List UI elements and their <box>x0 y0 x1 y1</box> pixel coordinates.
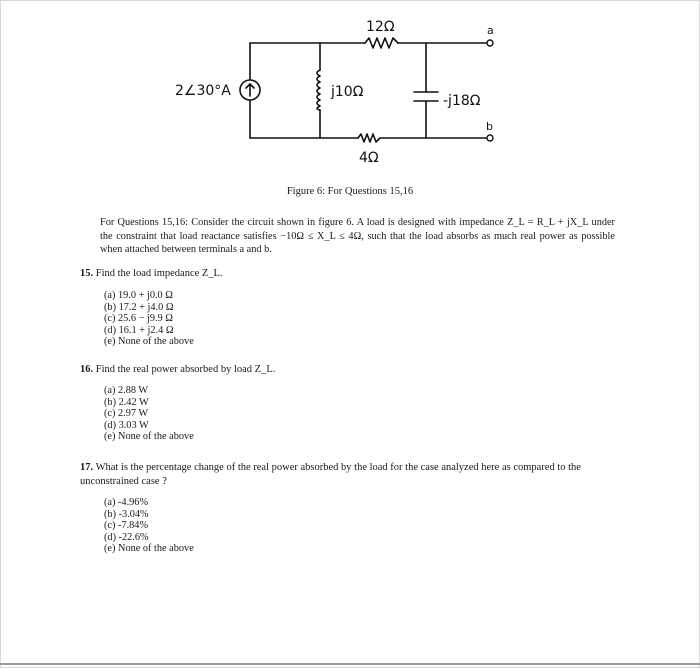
bottom-rule <box>0 663 700 665</box>
option-b: (b) 2.42 W <box>104 396 149 408</box>
option-d: (d) 16.1 + j2.4 Ω <box>104 324 174 336</box>
question-17-options <box>104 497 194 555</box>
intro-paragraph: For Questions 15,16: Consider the circuit shown in figure 6. A load is designed with impedance Z_L = R_L + jX_L under the constraint that load reactance satisfies −10Ω ≤ X_L ≤ 4Ω, such that the load absorbs as much real power as possible when attached between terminals a and b. <box>100 217 615 255</box>
terminal-a-node <box>487 40 493 46</box>
option-e: (e) None of the above <box>104 543 194 555</box>
option-c: (c) -7.84% <box>104 520 149 532</box>
inductor-label: j10Ω <box>331 84 364 100</box>
option-e: (e) None of the above <box>104 336 194 348</box>
option-b: (b) 17.2 + j4.0 Ω <box>104 301 174 313</box>
circuit-figure <box>0 0 700 190</box>
bottom-resistor-zigzag <box>358 134 380 142</box>
capacitor-label: -j18Ω <box>443 93 481 109</box>
option-c: (c) 25.6 − j9.9 Ω <box>104 313 173 325</box>
bottom-resistor-label: 4Ω <box>359 150 379 166</box>
question-17 <box>80 461 620 488</box>
option-c: (c) 2.97 W <box>104 408 149 420</box>
question-number: 16. <box>80 364 94 375</box>
question-text: Find the load impedance Z_L. <box>95 268 223 279</box>
question-16-options <box>104 385 194 443</box>
top-resistor-zigzag <box>365 38 398 48</box>
question-15 <box>80 268 223 279</box>
figure-caption: Figure 6: For Questions 15,16 <box>286 186 414 197</box>
question-15-options <box>104 290 194 348</box>
option-d: (d) 3.03 W <box>104 419 149 431</box>
option-a: (a) -4.96% <box>104 497 149 508</box>
question-16 <box>80 364 275 375</box>
option-a: (a) 19.0 + j0.0 Ω <box>104 290 173 301</box>
terminal-a-label: a <box>487 24 494 37</box>
inductor-coil <box>317 70 320 110</box>
option-a: (a) 2.88 W <box>104 385 149 396</box>
option-b: (b) -3.04% <box>104 508 149 520</box>
question-text: Find the real power absorbed by load Z_L. <box>95 364 276 375</box>
terminal-b-label: b <box>486 120 493 133</box>
terminal-b-node <box>487 135 493 141</box>
question-text: What is the percentage change of the real power absorbed by the load for the case analyzed here as compared to the unconstrained case ? <box>80 462 581 487</box>
source-label: 2∠30°A <box>175 83 231 99</box>
option-d: (d) -22.6% <box>104 531 149 543</box>
option-e: (e) None of the above <box>104 431 194 443</box>
question-number: 17. <box>80 462 94 473</box>
capacitor-plates <box>414 92 438 101</box>
top-resistor-label: 12Ω <box>366 19 395 35</box>
question-number: 15. <box>80 268 94 279</box>
